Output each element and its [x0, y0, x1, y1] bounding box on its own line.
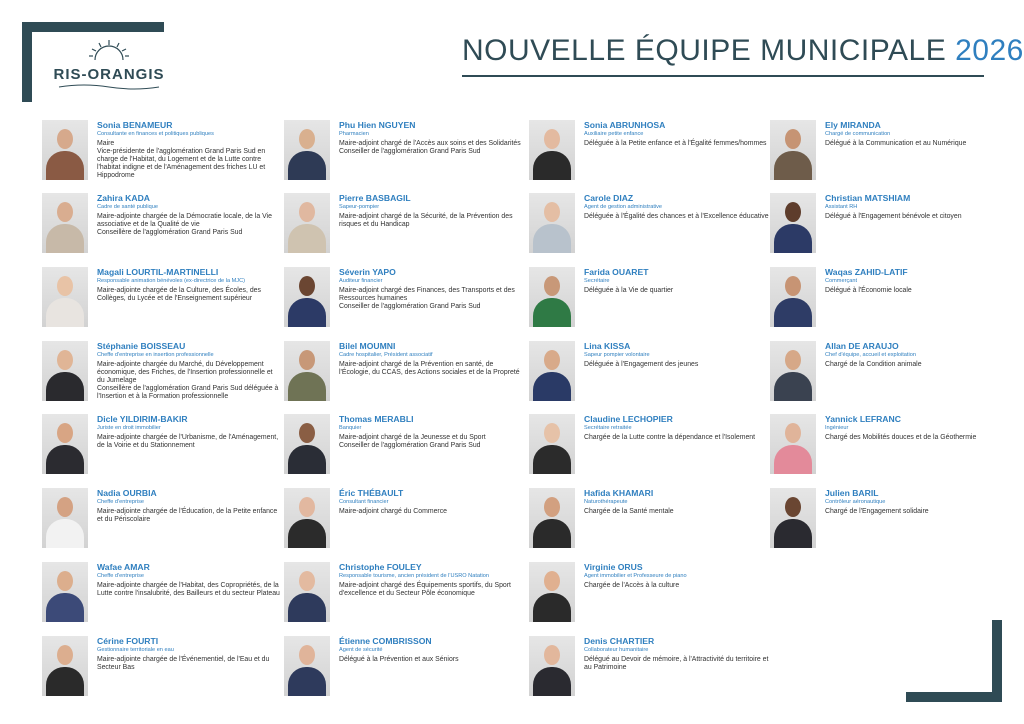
member-name: Virginie ORUS: [584, 562, 643, 572]
member-card: [770, 267, 1010, 333]
member-profession: Cadre de santé publique: [97, 204, 158, 210]
member-card: [42, 193, 282, 259]
member-card: [284, 267, 524, 333]
photo-head: [57, 571, 73, 591]
member-name: Carole DIAZ: [584, 193, 634, 203]
member-profession: Banquier: [339, 425, 362, 431]
member-role: Délégué à l'Économie locale: [825, 286, 912, 294]
member-info: [97, 488, 282, 524]
member-name: Nadia OURBIA: [97, 488, 157, 498]
photo-body: [46, 298, 84, 327]
photo-head: [299, 497, 315, 517]
photo-head: [544, 645, 560, 665]
member-photo: [529, 414, 575, 474]
photo-body: [46, 519, 84, 548]
member-profession: Agent de sécurité: [339, 647, 383, 653]
member-card: [284, 193, 524, 259]
member-info: [339, 341, 524, 377]
photo-body: [774, 445, 812, 474]
member-photo: [284, 193, 330, 253]
member-name: Hafida KHAMARI: [584, 488, 654, 498]
member-role: Maire-adjointe chargée de la Démocratie locale, de la Vie associative et de la Qualité de vie Conseillère de l'agglomération Grand Paris Sud: [97, 212, 272, 236]
member-photo: [529, 120, 575, 180]
photo-body: [533, 667, 571, 696]
member-name: Éric THÉBAULT: [339, 488, 404, 498]
member-name: Zahira KADA: [97, 193, 151, 203]
photo-head: [57, 423, 73, 443]
member-info: [97, 636, 282, 672]
member-role: Délégué à la Communication et au Numérique: [825, 139, 967, 147]
member-info: [97, 267, 282, 303]
member-profession: Sapeur pompier volontaire: [584, 352, 650, 358]
member-card: [529, 267, 769, 333]
member-photo: [42, 488, 88, 548]
member-profession: Secrétaire: [584, 278, 610, 284]
member-role: Maire Vice-présidente de l'agglomération Grand Paris Sud en charge de l'Habitat, du Logement et de la Lutte contre l'habitat indigne et de l'Aménagement des friches LU et Hippodrome: [97, 139, 266, 180]
member-role: Délégué à l'Engagement bénévole et citoyen: [825, 212, 962, 220]
page-title: [462, 34, 1024, 68]
member-card: [529, 341, 769, 407]
member-profession: Cadre hospitalier, Président associatif: [339, 352, 433, 358]
member-card: [529, 414, 769, 480]
member-card: [42, 636, 282, 702]
member-profession: Naturothérapeute: [584, 499, 628, 505]
member-name: Waqas ZAHID-LATIF: [825, 267, 908, 277]
member-profession: Secrétaire retraitée: [584, 425, 632, 431]
member-info: [825, 267, 1010, 295]
photo-head: [299, 129, 315, 149]
corner-frame-top-left-vertical: [22, 22, 32, 102]
member-profession: Cheffe d'entreprise: [97, 573, 144, 579]
member-name: Denis CHARTIER: [584, 636, 655, 646]
member-photo: [42, 636, 88, 696]
member-role: Maire-adjointe chargée de l'Habitat, des Copropriétés, de la Lutte contre l'insalubrité, des Bailleurs et du secteur Plateau: [97, 581, 280, 597]
member-profession: Responsable tourisme, ancien président de l'USRO Natation: [339, 573, 490, 579]
member-role: Déléguée à l'Engagement des jeunes: [584, 360, 699, 368]
member-role: Maire-adjointe chargée de l'Événementiel, de l'Eau et du Secteur Bas: [97, 655, 270, 671]
photo-head: [544, 423, 560, 443]
member-photo: [529, 267, 575, 327]
photo-body: [533, 298, 571, 327]
member-photo: [770, 341, 816, 401]
member-profession: Auxiliaire petite enfance: [584, 131, 644, 137]
member-role: Délégué à la Prévention et aux Séniors: [339, 655, 459, 663]
member-info: [339, 193, 524, 229]
member-info: [339, 120, 524, 156]
member-card: [770, 414, 1010, 480]
photo-head: [544, 276, 560, 296]
photo-head: [299, 645, 315, 665]
member-role: Maire-adjoint chargé du Commerce: [339, 507, 447, 515]
member-name: Sonia BENAMEUR: [97, 120, 173, 130]
member-role: Maire-adjoint chargé de la Jeunesse et du Sport Conseiller de l'agglomération Grand Paris Sud: [339, 433, 486, 449]
member-role: Chargée de la Santé mentale: [584, 507, 674, 515]
photo-body: [533, 593, 571, 622]
member-card: [42, 562, 282, 628]
member-profession: Cheffe d'entreprise: [97, 499, 144, 505]
member-info: [825, 120, 1010, 148]
member-photo: [42, 414, 88, 474]
photo-body: [46, 224, 84, 253]
member-card: [284, 636, 524, 702]
member-profession: Agent immobilier et Professeure de piano: [584, 573, 687, 579]
member-photo: [770, 267, 816, 327]
photo-body: [46, 151, 84, 180]
member-profession: Commerçant: [825, 278, 858, 284]
photo-head: [299, 571, 315, 591]
member-photo: [284, 562, 330, 622]
member-card: [284, 414, 524, 480]
photo-head: [544, 571, 560, 591]
member-photo: [770, 193, 816, 253]
member-card: [284, 341, 524, 407]
member-card: [42, 120, 282, 186]
member-photo: [770, 488, 816, 548]
member-name: Julien BARIL: [825, 488, 879, 498]
member-card: [284, 562, 524, 628]
member-name: Christian MATSHIAM: [825, 193, 911, 203]
member-name: Étienne COMBRISSON: [339, 636, 432, 646]
member-name: Farida OUARET: [584, 267, 649, 277]
member-info: [97, 193, 282, 237]
member-profession: Collaborateur humanitaire: [584, 647, 649, 653]
member-profession: Cheffe d'entreprise en insertion professionnelle: [97, 352, 214, 358]
member-info: [584, 341, 769, 369]
photo-head: [299, 276, 315, 296]
member-role: Maire-adjoint chargé des Équipements sportifs, du Sport d'excellence et du Secteur Pôle économique: [339, 581, 511, 597]
member-photo: [529, 636, 575, 696]
member-profession: Consultante en finances et politiques publiques: [97, 131, 214, 137]
member-card: [284, 488, 524, 554]
photo-head: [785, 497, 801, 517]
member-info: [339, 562, 524, 598]
member-profession: Chef d'équipe, accueil et exploitation: [825, 352, 916, 358]
member-name: Wafae AMAR: [97, 562, 150, 572]
member-card: [529, 120, 769, 186]
member-info: [339, 414, 524, 450]
member-photo: [529, 562, 575, 622]
title-underline: [462, 75, 984, 77]
member-info: [584, 562, 769, 590]
member-info: [825, 414, 1010, 442]
photo-body: [288, 519, 326, 548]
member-profession: Chargé de communication: [825, 131, 891, 137]
photo-body: [774, 519, 812, 548]
member-name: Bilel MOUMNI: [339, 341, 396, 351]
member-profession: Contrôleur aéronautique: [825, 499, 886, 505]
member-photo: [284, 120, 330, 180]
member-photo: [529, 341, 575, 401]
member-role: Chargé de la Condition animale: [825, 360, 922, 368]
photo-body: [774, 298, 812, 327]
photo-head: [57, 129, 73, 149]
photo-head: [57, 350, 73, 370]
member-name: Sonia ABRUNHOSA: [584, 120, 666, 130]
photo-head: [57, 276, 73, 296]
member-role: Chargée de la Lutte contre la dépendance et l'Isolement: [584, 433, 756, 441]
photo-body: [288, 151, 326, 180]
logo-wave-icon: [54, 83, 164, 91]
member-info: [339, 488, 524, 516]
member-card: [42, 267, 282, 333]
member-profession: Juriste en droit immobilier: [97, 425, 161, 431]
member-name: Ely MIRANDA: [825, 120, 881, 130]
photo-body: [774, 372, 812, 401]
member-role: Maire-adjointe chargée de la Culture, des Écoles, des Collèges, du Lycée et de l'Enseignement supérieur: [97, 286, 261, 302]
photo-body: [774, 224, 812, 253]
city-logo: [44, 38, 174, 96]
member-name: Magali LOURTIL-MARTINELLI: [97, 267, 219, 277]
member-info: [584, 120, 769, 148]
member-name: Claudine LECHOPIER: [584, 414, 673, 424]
member-role: Déléguée à l'Égalité des chances et à l'Excellence éducative: [584, 212, 769, 220]
photo-body: [46, 667, 84, 696]
member-card: [770, 120, 1010, 186]
photo-head: [785, 276, 801, 296]
member-name: Pierre BASBAGIL: [339, 193, 411, 203]
member-info: [339, 267, 524, 311]
logo-text: RIS-ORANGIS: [53, 66, 165, 83]
corner-frame-bottom-right-vertical: [992, 620, 1002, 702]
member-card: [529, 488, 769, 554]
member-profession: Assistant RH: [825, 204, 858, 210]
member-photo: [770, 120, 816, 180]
member-role: Chargé de l'Engagement solidaire: [825, 507, 929, 515]
member-photo: [42, 193, 88, 253]
photo-head: [544, 202, 560, 222]
member-profession: Ingénieur: [825, 425, 849, 431]
title-text: NOUVELLE ÉQUIPE MUNICIPALE: [462, 34, 947, 67]
member-profession: Pharmacien: [339, 131, 369, 137]
photo-body: [774, 151, 812, 180]
member-info: [584, 193, 769, 221]
member-photo: [284, 341, 330, 401]
member-photo: [42, 267, 88, 327]
member-name: Allan DE ARAUJO: [825, 341, 899, 351]
member-info: [825, 341, 1010, 369]
member-profession: Agent de gestion administrative: [584, 204, 663, 210]
photo-head: [785, 202, 801, 222]
member-profession: Consultant financier: [339, 499, 389, 505]
member-role: Chargé des Mobilités douces et de la Géothermie: [825, 433, 977, 441]
photo-body: [288, 445, 326, 474]
corner-frame-top-left: [22, 22, 164, 32]
member-role: Maire-adjointe chargée de l'Urbanisme, de l'Aménagement, de la Voirie et du Stationnement: [97, 433, 279, 449]
member-info: [584, 488, 769, 516]
member-photo: [284, 488, 330, 548]
member-card: [284, 120, 524, 186]
photo-body: [288, 298, 326, 327]
member-info: [584, 414, 769, 442]
member-card: [529, 193, 769, 259]
member-card: [42, 341, 282, 407]
member-name: Stéphanie BOISSEAU: [97, 341, 186, 351]
member-card: [770, 341, 1010, 407]
member-role: Maire-adjoint chargé de la Sécurité, de la Prévention des risques et du Handicap: [339, 212, 513, 228]
photo-body: [533, 519, 571, 548]
member-photo: [42, 562, 88, 622]
photo-body: [533, 372, 571, 401]
member-card: [42, 488, 282, 554]
member-profession: Sapeur-pompier: [339, 204, 380, 210]
member-photo: [284, 414, 330, 474]
photo-head: [544, 350, 560, 370]
photo-body: [533, 151, 571, 180]
photo-body: [288, 224, 326, 253]
photo-head: [544, 497, 560, 517]
member-photo: [284, 267, 330, 327]
member-info: [584, 267, 769, 295]
photo-head: [544, 129, 560, 149]
photo-head: [299, 350, 315, 370]
member-card: [770, 488, 1010, 554]
member-card: [529, 562, 769, 628]
member-role: Délégué au Devoir de mémoire, à l'Attractivité du territoire et au Patrimoine: [584, 655, 769, 671]
member-card: [770, 193, 1010, 259]
member-role: Maire-adjoint chargé des Finances, des Transports et des Ressources humaines Conseiller de l'agglomération Grand Paris Sud: [339, 286, 515, 310]
member-photo: [529, 193, 575, 253]
member-info: [339, 636, 524, 664]
member-info: [97, 120, 282, 181]
member-info: [584, 636, 769, 672]
photo-body: [288, 667, 326, 696]
member-profession: Responsable animation bénévoles (ex-directrice de la MJC): [97, 278, 245, 284]
member-photo: [770, 414, 816, 474]
member-role: Maire-adjointe chargée du Marché, du Développement économique, des Friches, de l'Insertion professionnelle et du Jumelage Conseillère de l'agglomération Grand Paris Sud déléguée à l'Insertion et à la Formation professionnelle: [97, 360, 279, 401]
member-profession: Auditeur financier: [339, 278, 383, 284]
member-role: Déléguée à la Vie de quartier: [584, 286, 674, 294]
member-card: [529, 636, 769, 702]
member-profession: Gestionnaire territoriale en eau: [97, 647, 174, 653]
sun-rays-icon: [87, 38, 131, 66]
member-role: Chargée de l'Accès à la culture: [584, 581, 680, 589]
member-photo: [42, 341, 88, 401]
member-info: [825, 193, 1010, 221]
corner-frame-bottom-right: [906, 692, 1002, 702]
photo-head: [785, 423, 801, 443]
photo-body: [533, 445, 571, 474]
photo-head: [785, 129, 801, 149]
photo-body: [46, 593, 84, 622]
member-info: [97, 562, 282, 598]
photo-body: [46, 372, 84, 401]
photo-head: [299, 202, 315, 222]
member-name: Dicle YILDIRIM-BAKIR: [97, 414, 188, 424]
member-photo: [529, 488, 575, 548]
member-role: Maire-adjoint chargé de l'Accès aux soins et des Solidarités Conseiller de l'agglomération Grand Paris Sud: [339, 139, 521, 155]
photo-body: [288, 372, 326, 401]
member-role: Maire-adjoint chargé de la Prévention en santé, de l'Écologie, du CCAS, des Actions sociales et de la Propreté: [339, 360, 520, 376]
member-name: Lina KISSA: [584, 341, 631, 351]
member-name: Phu Hien NGUYEN: [339, 120, 416, 130]
photo-body: [533, 224, 571, 253]
member-role: Maire-adjointe chargée de l'Éducation, de la Petite enfance et du Périscolaire: [97, 507, 278, 523]
member-name: Séverin YAPO: [339, 267, 396, 277]
member-name: Thomas MERABLI: [339, 414, 414, 424]
member-photo: [284, 636, 330, 696]
member-info: [97, 414, 282, 450]
photo-head: [57, 645, 73, 665]
member-card: [42, 414, 282, 480]
member-photo: [42, 120, 88, 180]
photo-head: [57, 497, 73, 517]
photo-head: [785, 350, 801, 370]
photo-head: [57, 202, 73, 222]
member-name: Yannick LEFRANC: [825, 414, 901, 424]
photo-head: [299, 423, 315, 443]
member-info: [97, 341, 282, 402]
member-name: Christophe FOULEY: [339, 562, 422, 572]
photo-body: [288, 593, 326, 622]
member-info: [825, 488, 1010, 516]
title-year: 2026: [955, 34, 1024, 67]
member-role: Déléguée à la Petite enfance et à l'Égalité femmes/hommes: [584, 139, 767, 147]
photo-body: [46, 445, 84, 474]
member-name: Cérine FOURTI: [97, 636, 159, 646]
